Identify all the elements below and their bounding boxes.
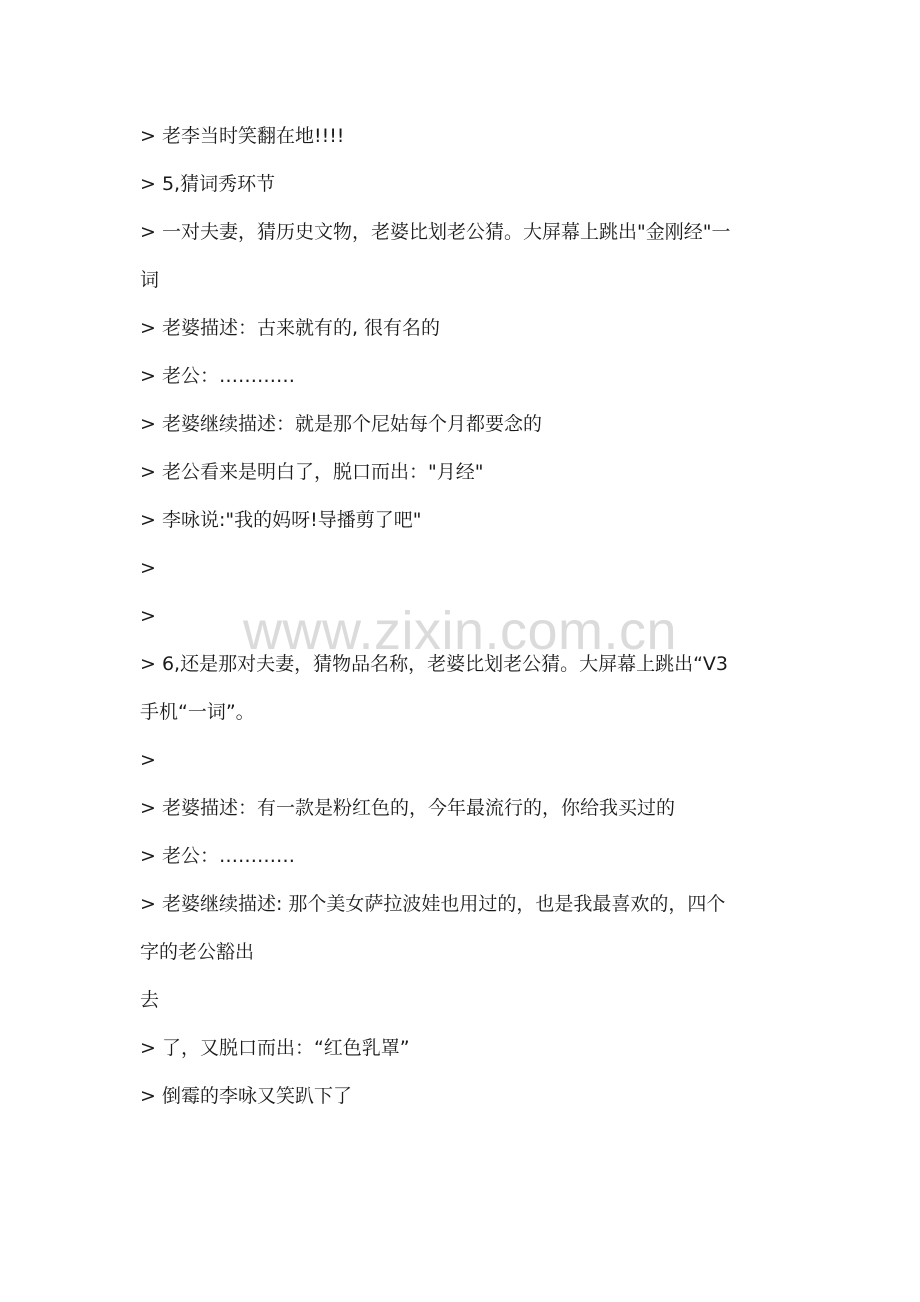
text-line: > 倒霉的李咏又笑趴下了 <box>140 1085 352 1107</box>
text-line: > 老婆描述：有一款是粉红色的，今年最流行的，你给我买过的 <box>140 797 675 819</box>
text-line: > 6,还是那对夫妻，猜物品名称，老婆比划老公猜。大屏幕上跳出“V3 <box>140 653 729 675</box>
text-line: 去 <box>140 989 160 1011</box>
text-line: 手机“一词”。 <box>140 701 255 723</box>
text-line: > 5,猜词秀环节 <box>140 173 276 195</box>
document-body <box>140 112 800 1120</box>
text-line: > 老婆描述：古来就有的, 很有名的 <box>140 317 441 339</box>
text-line: > 老公：………… <box>140 845 295 867</box>
text-line: > <box>140 605 156 627</box>
text-line: > 老公：………… <box>140 365 295 387</box>
text-line: > 李咏说:"我的妈呀!导播剪了吧" <box>140 509 422 531</box>
text-line: > 一对夫妻，猜历史文物，老婆比划老公猜。大屏幕上跳出"金刚经"一 <box>140 221 731 243</box>
text-line: > <box>140 557 156 579</box>
watermark: www.zixin.com.cn <box>242 601 678 661</box>
text-line: > 老李当时笑翻在地!!!! <box>140 125 345 147</box>
text-line: 词 <box>140 269 160 291</box>
text-line: > 老婆继续描述：就是那个尼姑每个月都要念的 <box>140 413 542 435</box>
text-line: > 了，又脱口而出：“红色乳罩” <box>140 1037 410 1059</box>
text-line: 字的老公豁出 <box>140 941 255 963</box>
text-line: > <box>140 749 156 771</box>
text-line: > 老婆继续描述: 那个美女萨拉波娃也用过的，也是我最喜欢的，四个 <box>140 893 726 915</box>
text-line: > 老公看来是明白了，脱口而出："月经" <box>140 461 484 483</box>
